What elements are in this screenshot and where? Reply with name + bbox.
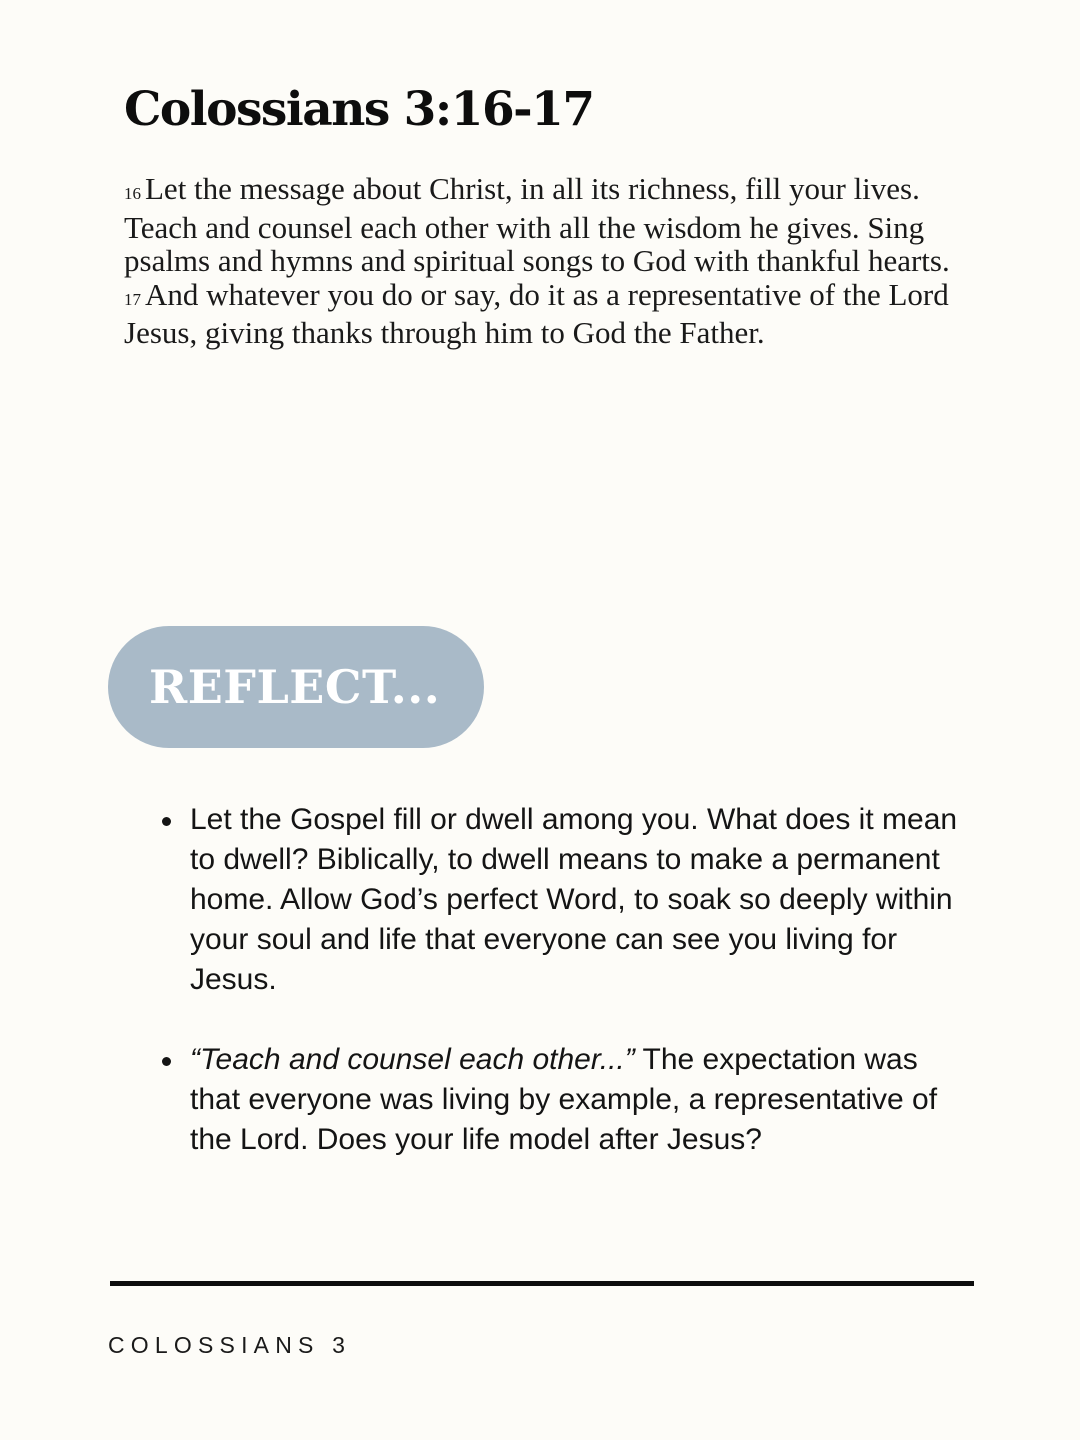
verse-number-17: 17 xyxy=(124,289,141,309)
reflection-item xyxy=(190,1040,960,1160)
reflection-text: Let the Gospel fill or dwell among you. What does it mean to dwell? Biblically, to dwell means to make a permanent home. Allow God’s perfect Word, to soak so deeply within your soul and life that everyone can see you living for Jesus. xyxy=(190,803,958,996)
bullet-icon xyxy=(162,817,171,826)
verse-17-text: And whatever you do or say, do it as a representative of the Lord Jesus, giving thanks through him to God the Father. xyxy=(124,276,949,350)
verse-number-16: 16 xyxy=(124,184,141,203)
reflect-badge xyxy=(108,626,484,748)
page-title: Colossians 3:16-17 xyxy=(124,82,594,137)
reflect-label: REFLECT... xyxy=(149,660,441,714)
verse-16-text: Let the message about Christ, in all its richness, fill your lives. Teach and counsel each other with all the wisdom he gives. Sing psalms and hymns and spiritual songs to God with thankful hearts. xyxy=(124,171,950,278)
reflection-quote: “Teach and counsel each other...” xyxy=(190,1043,635,1076)
reflection-item xyxy=(190,800,960,1000)
footer-divider xyxy=(110,1281,974,1286)
footer-label: COLOSSIANS 3 xyxy=(108,1332,352,1358)
bullet-icon xyxy=(162,1057,171,1066)
scripture-passage xyxy=(124,172,964,350)
reflection-text: The expectation was that everyone was living by example, a representative of the Lord. Does your life model after Jesus? xyxy=(190,1043,938,1156)
reflection-list xyxy=(190,800,960,1200)
